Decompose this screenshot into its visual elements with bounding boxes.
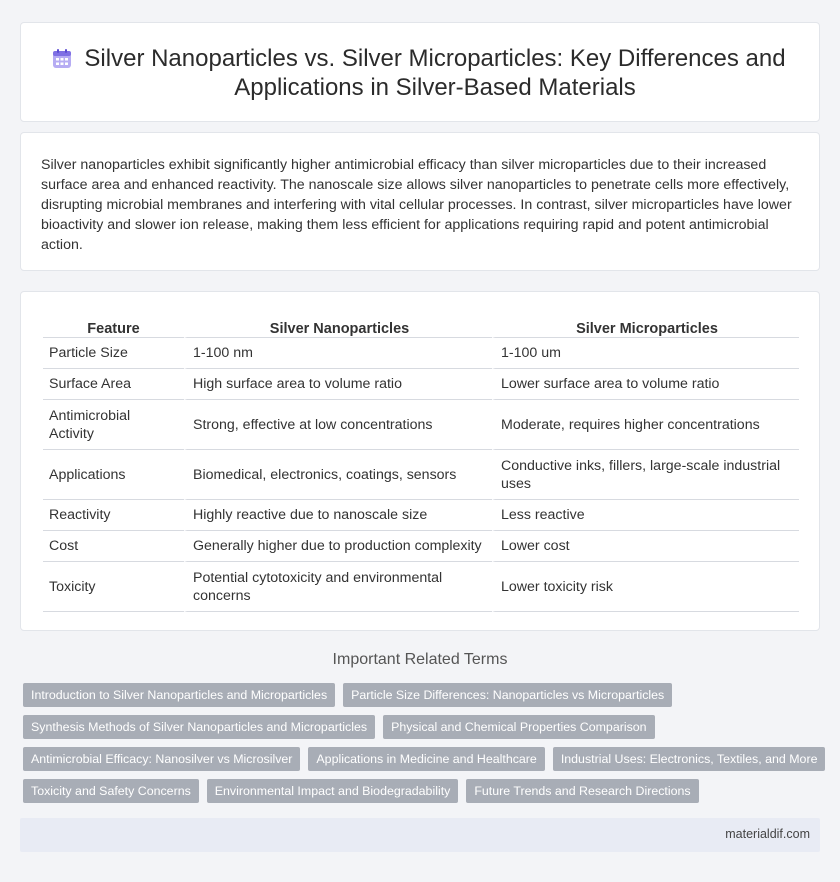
row-micro-value: 1-100 um	[492, 338, 799, 369]
row-feature: Cost	[43, 531, 184, 562]
header-feature: Feature	[43, 314, 184, 338]
row-micro-value: Less reactive	[492, 500, 799, 531]
related-term-tag[interactable]: Particle Size Differences: Nanoparticles vs Microparticles	[343, 683, 672, 707]
related-terms-list	[23, 683, 823, 811]
table-row	[43, 531, 799, 562]
row-feature: Surface Area	[43, 369, 184, 400]
row-feature: Particle Size	[43, 338, 184, 369]
footer	[20, 818, 820, 852]
related-terms-title: Important Related Terms	[332, 651, 508, 668]
comparison-table	[43, 314, 799, 612]
row-nano-value: Generally higher due to production complexity	[184, 531, 492, 562]
row-nano-value: High surface area to volume ratio	[184, 369, 492, 400]
row-micro-value: Lower cost	[492, 531, 799, 562]
header-nanoparticles: Silver Nanoparticles	[184, 314, 492, 338]
table-row	[43, 369, 799, 400]
summary-text: Silver nanoparticles exhibit significantly higher antimicrobial efficacy than silver microparticles due to their increased surface area and enhanced reactivity. The nanoscale size allows silver nanoparticles to penetrate cells more effectively, disrupting microbial membranes and interfering with vital cellular processes. In contrast, silver microparticles have lower bioactivity and slower ion release, making them less efficient for applications requiring rapid and potent antimicrobial action.	[41, 157, 792, 253]
row-nano-value: Highly reactive due to nanoscale size	[184, 500, 492, 531]
row-nano-value: Strong, effective at low concentrations	[184, 400, 492, 450]
row-nano-value: Potential cytotoxicity and environmental concerns	[184, 562, 492, 612]
related-term-tag[interactable]: Introduction to Silver Nanoparticles and Microparticles	[23, 683, 335, 707]
page-title: Silver Nanoparticles vs. Silver Microparticles: Key Differences and Applications in Silver-Based Materials	[84, 45, 786, 101]
related-term-tag[interactable]: Industrial Uses: Electronics, Textiles, and More	[553, 747, 826, 771]
table-row	[43, 500, 799, 531]
footer-site-link[interactable]: materialdif.com	[725, 827, 810, 841]
row-nano-value: 1-100 nm	[184, 338, 492, 369]
row-micro-value: Moderate, requires higher concentrations	[492, 400, 799, 450]
summary-card	[20, 132, 820, 271]
table-row	[43, 338, 799, 369]
related-term-tag[interactable]: Future Trends and Research Directions	[466, 779, 698, 803]
table-row	[43, 400, 799, 450]
calendar-icon	[51, 48, 73, 70]
row-micro-value: Conductive inks, fillers, large-scale industrial uses	[492, 450, 799, 500]
row-micro-value: Lower surface area to volume ratio	[492, 369, 799, 400]
row-micro-value: Lower toxicity risk	[492, 562, 799, 612]
row-feature: Toxicity	[43, 562, 184, 612]
related-term-tag[interactable]: Physical and Chemical Properties Comparison	[383, 715, 655, 739]
related-term-tag[interactable]: Synthesis Methods of Silver Nanoparticles and Microparticles	[23, 715, 375, 739]
row-feature: Reactivity	[43, 500, 184, 531]
related-term-tag[interactable]: Environmental Impact and Biodegradability	[207, 779, 459, 803]
table-row	[43, 450, 799, 500]
title-card	[20, 22, 820, 122]
table-row	[43, 562, 799, 612]
row-nano-value: Biomedical, electronics, coatings, sensors	[184, 450, 492, 500]
related-term-tag[interactable]: Applications in Medicine and Healthcare	[308, 747, 544, 771]
row-feature: Antimicrobial Activity	[43, 400, 184, 450]
table-header-row	[43, 314, 799, 338]
row-feature: Applications	[43, 450, 184, 500]
comparison-table-card	[20, 291, 820, 631]
related-term-tag[interactable]: Toxicity and Safety Concerns	[23, 779, 199, 803]
header-microparticles: Silver Microparticles	[492, 314, 799, 338]
related-term-tag[interactable]: Antimicrobial Efficacy: Nanosilver vs Microsilver	[23, 747, 300, 771]
